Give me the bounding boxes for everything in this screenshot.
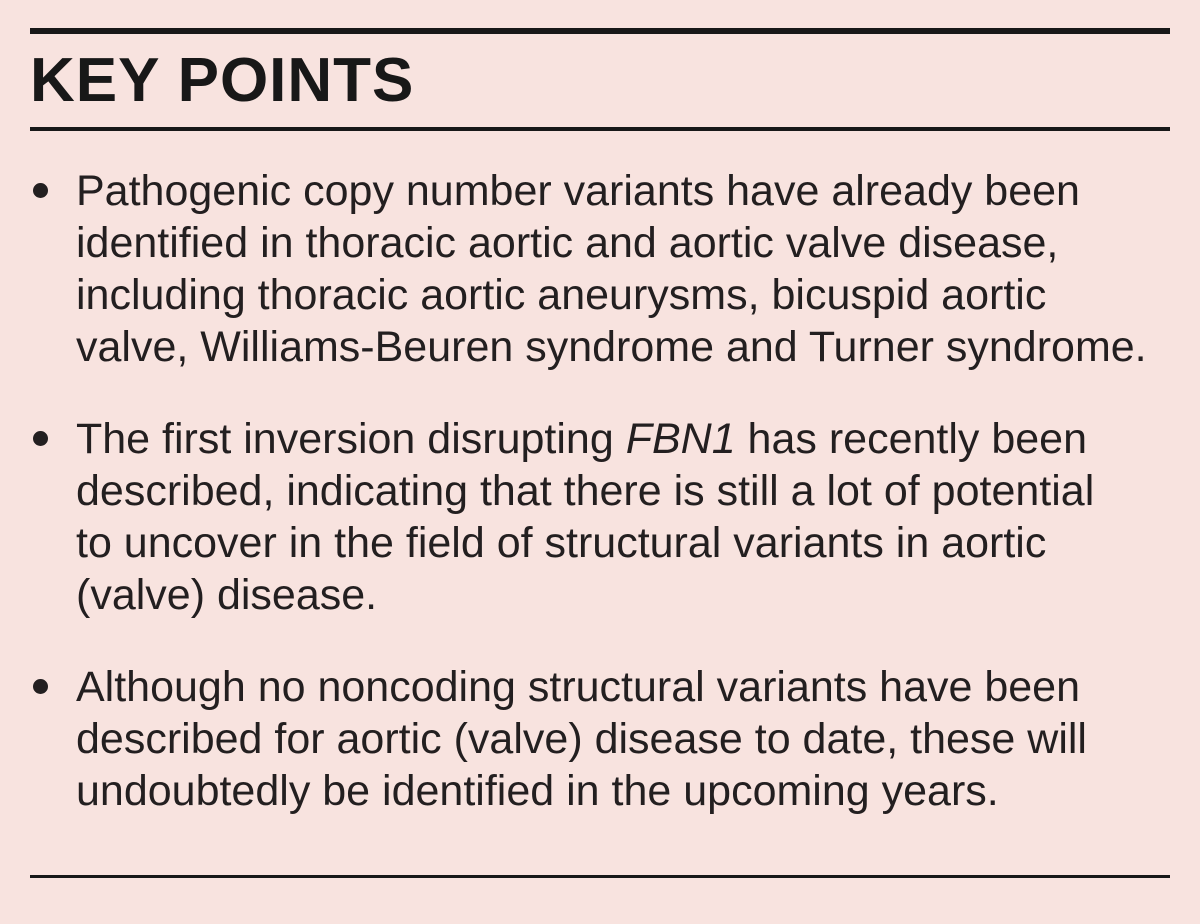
- key-point-text-line: valve, Williams-Beuren syndrome and Turner syndrome.: [76, 323, 1147, 371]
- key-point-text-line: to uncover in the field of structural variants in aortic: [76, 519, 1047, 567]
- key-points-list: [30, 165, 1170, 817]
- key-point-text-line: Although no noncoding structural variants have been: [76, 663, 1081, 711]
- bullet-icon: [33, 183, 48, 198]
- key-point-item: [30, 661, 1170, 817]
- bullet-icon: [33, 679, 48, 694]
- key-point-item: [30, 413, 1170, 621]
- key-point-text-line: described for aortic (valve) disease to date, these will: [76, 715, 1087, 763]
- key-point-text-line: including thoracic aortic aneurysms, bicuspid aortic: [76, 271, 1047, 319]
- key-points-figure: [0, 28, 1200, 924]
- title-underline-rule: [30, 127, 1170, 131]
- bullet-icon: [33, 431, 48, 446]
- key-points-box: [30, 28, 1170, 817]
- key-point-text-line: identified in thoracic aortic and aortic valve disease,: [76, 219, 1059, 267]
- key-points-title: KEY POINTS: [30, 46, 415, 115]
- gene-name-italic: FBN1: [625, 415, 736, 463]
- key-point-text-line: described, indicating that there is still a lot of potential: [76, 467, 1095, 515]
- key-point-item: [30, 165, 1170, 373]
- key-point-text-line: Pathogenic copy number variants have already been: [76, 167, 1080, 215]
- key-point-text-line: The first inversion disrupting FBN1 has recently been: [76, 415, 1087, 463]
- key-point-text-line: (valve) disease.: [76, 571, 378, 619]
- bottom-rule: [30, 875, 1170, 878]
- key-point-text-line: undoubtedly be identified in the upcoming years.: [76, 767, 999, 815]
- top-rule: [30, 28, 1170, 34]
